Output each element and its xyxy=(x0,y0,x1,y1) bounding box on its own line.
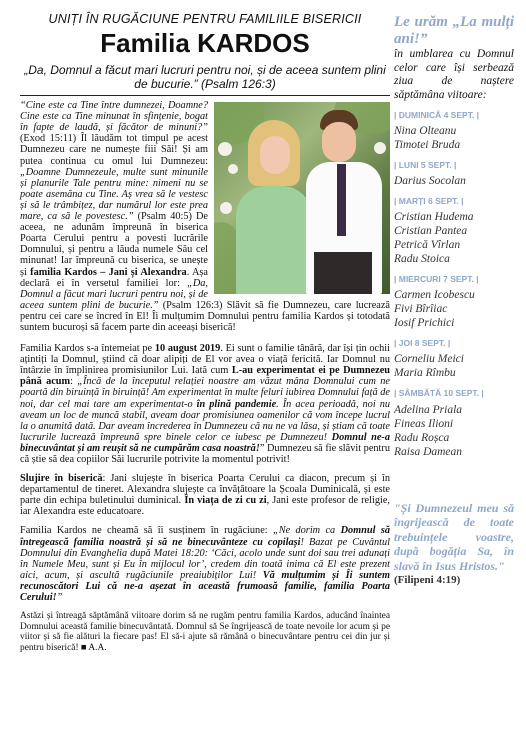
day-block xyxy=(394,388,514,458)
exodus-quote: “Cine este ca Tine între dumnezei, Doamne? Cine este ca Tine minunat în sfințenie, bogat în fapte de laudă, și făcător de minuni?” xyxy=(20,100,208,134)
day-label: | JOI 8 SEPT. | xyxy=(394,338,451,349)
birthday-name: Fineas Ilioni xyxy=(394,417,454,430)
family-photo xyxy=(214,102,390,294)
header-kicker: UNIȚI ÎN RUGĂCIUNE PENTRU FAMILIILE BISERICII xyxy=(48,12,362,26)
wedding-date: 10 august 2019 xyxy=(154,343,221,355)
birthday-name: Nina Olteanu xyxy=(394,125,457,138)
psalm-quote: „Doamne Dumnezeule, multe sunt minunile și planurile Tale pentru mine: nimeni nu se poate asemăna cu Tine. Aș vrea să le vestesc și să le trâmbițez, dar numărul lor este prea mare, ca să le povestesc.” xyxy=(20,166,208,223)
main-column xyxy=(20,14,390,653)
day-block xyxy=(394,196,514,266)
intro-text-4: (Psalm 126:3) Slăvit să fie Dumnezeu, care lucrează pentru cei care se încred în El! Îi mulțumim Domnului pentru familia Kardos și totodată suntem bucuroși să facem parte din aceeași biserică! xyxy=(20,299,390,333)
day-label: | MIERCURI 7 SEPT. | xyxy=(394,274,479,285)
day-block xyxy=(394,338,514,380)
family-name: familia Kardos – Jani și Alexandra xyxy=(30,266,187,278)
family-verse-inline: „Da, Domnul a făcut mari lucruri pentru noi, și de aceea suntem plini de bucurie.” xyxy=(20,277,208,311)
intro-text: Îl lăudăm tot timpul pe acest Dumnezeu care ne numește fiii Săi! Și am putea continua cu omul lui Dumnezeu: xyxy=(20,133,208,167)
birthday-name: Radu Stoica xyxy=(394,253,450,266)
day-label: | SÂMBĂTĂ 10 SEPT. | xyxy=(394,388,484,399)
birthday-name: Timotei Bruda xyxy=(394,139,461,152)
sidebar-subtitle: în umblarea cu Domnul celor care își serbează ziua de naștere săptămâna viitoare: xyxy=(394,48,514,101)
day-block xyxy=(394,274,514,330)
service-paragraph: Slujire în biserică: Jani slujește în biserica Poarta Cerului ca diacon, precum și în departamentul de tineret. Alexandra slujește ca învățătoare la Școala Duminicală, și este parte din echipa buletinului duminical. În viața de zi cu zi, Jani este profesor de religie, iar Alexandra este educatoare. xyxy=(20,473,391,518)
birthday-name: Cristian Pantea xyxy=(394,225,468,238)
exodus-ref: (Exod 15:11) xyxy=(20,133,77,145)
page-title: Familia KARDOS xyxy=(100,28,310,59)
birthday-name: Corneliu Meici xyxy=(394,353,464,366)
birthday-sidebar xyxy=(394,14,514,586)
birthday-name: Darius Socolan xyxy=(394,175,466,188)
birthday-name: Fivi Bîrîiac xyxy=(394,303,448,316)
birthday-name: Petrică Vîrlan xyxy=(394,239,461,252)
intro-text-3: . Așa declară ei în versetul familiei lor: xyxy=(20,266,208,289)
divider xyxy=(20,95,390,96)
intro-text-2: (Psalm 40:5) De aceea, ne adunăm împreună în biserica Poarta Cerului pentru a povesti lucrările Domnului, și pentru a lăuda numele Său cel minunat! Iar împreună cu biserica, se unește și xyxy=(20,211,208,278)
sidebar-quote: "Și Dumnezeul meu să îngrijească de toate trebuințele voastre, după bogăția Sa, în slavă în Isus Hristos." xyxy=(394,500,514,573)
day-block xyxy=(394,110,514,152)
day-label: | MARȚI 6 SEPT. | xyxy=(394,196,464,207)
birthday-name: Iosif Prichici xyxy=(394,317,455,330)
history-paragraph: Familia Kardos s-a întemeiat pe 10 august 2019. Ei sunt o familie tânără, dar își țin ochii ațintiți la Domnul, știind că doar alipiți de El vor avea o viață fericită. Iar Domnul nu întârzie în împlinirea promisiunilor Lui. Iată cum L-au experimentat ei pe Dumnezeu până acum: „Încă de la începutul relației noastre am văzut mâna Domnului cum ne poartă din biruință în biruință! Am experimentat în multe feluri iubirea Domnului față de noi, dar cel mai tare am experimentat-o în plină pandemie. În acea perioadă, noi nu aveam un loc de muncă stabil, aveam doar promisiunea oamenilor că vom începe lucrul la o anumită dată. Dar aveam încrederea în Dumnezeu că nu ne va lăsa, și știam că toate lucrurile lucrează împreună spre binele celor ce iubesc pe Dumnezeu! Domnul ne-a binecuvântat și am reușit să ne cumpărăm casa noastră!” Dumnezeu să fie slăvit pentru că știe să dea copiilor Săi lucrurile potrivite la momentul potrivit! xyxy=(20,343,391,465)
sidebar-title: Le urăm „La mulți ani!” xyxy=(394,14,514,47)
day-label: | DUMINICĂ 4 SEPT. | xyxy=(394,110,480,120)
family-verse: „Da, Domnul a făcut mari lucruri pentru noi, și de aceea suntem plini de bucurie.” (Psalm 126:3) xyxy=(24,63,386,92)
day-block xyxy=(394,160,514,188)
closing-note: Astăzi și întreagă săptămână viitoare dorim să ne rugăm pentru familia Kardos, aducând înaintea Domnului această familie binecuvântată. Domnul să Se îngrijească de toate nevoile lor acum și pe viitor și să fie alături la fiecare pas! El să-i ajute să rămână o binecuvântare pentru cei din jur și pentru biserică! ■ A.A. xyxy=(20,611,390,653)
birthday-name: Adelina Priala xyxy=(394,403,463,416)
prayer-paragraph: Familia Kardos ne cheamă să îi susținem în rugăciune: „Ne dorim ca Domnul să întregească familia noastră și să ne binecuvânteze cu copilași! Bazat pe Cuvântul Domnului din Evanghelia după Matei 18:20: ‘Căci, acolo unde sunt doi sau trei adunați în Numele Meu, sunt și Eu în mijlocul lor’, credem din toată inima că El este prezent aici, acum, și ascultă rugăciunile preaiubiților Lui! Vă mulțumim și Îi suntem recunoscători Lui că ne-a așezat în această frumoasă familie, familia Poarta Cerului!” xyxy=(20,525,390,604)
birthday-name: Carmen Icobescu xyxy=(394,289,475,302)
birthday-name: Cristian Hudema xyxy=(394,211,474,224)
day-label: | LUNI 5 SEPT. | xyxy=(394,160,457,171)
birthday-name: Raisa Damean xyxy=(394,445,463,458)
birthday-name: Maria Rîmbu xyxy=(394,367,456,380)
sidebar-quote-ref: (Filipeni 4:19) xyxy=(394,574,461,587)
birthday-name: Radu Roșca xyxy=(394,431,450,444)
